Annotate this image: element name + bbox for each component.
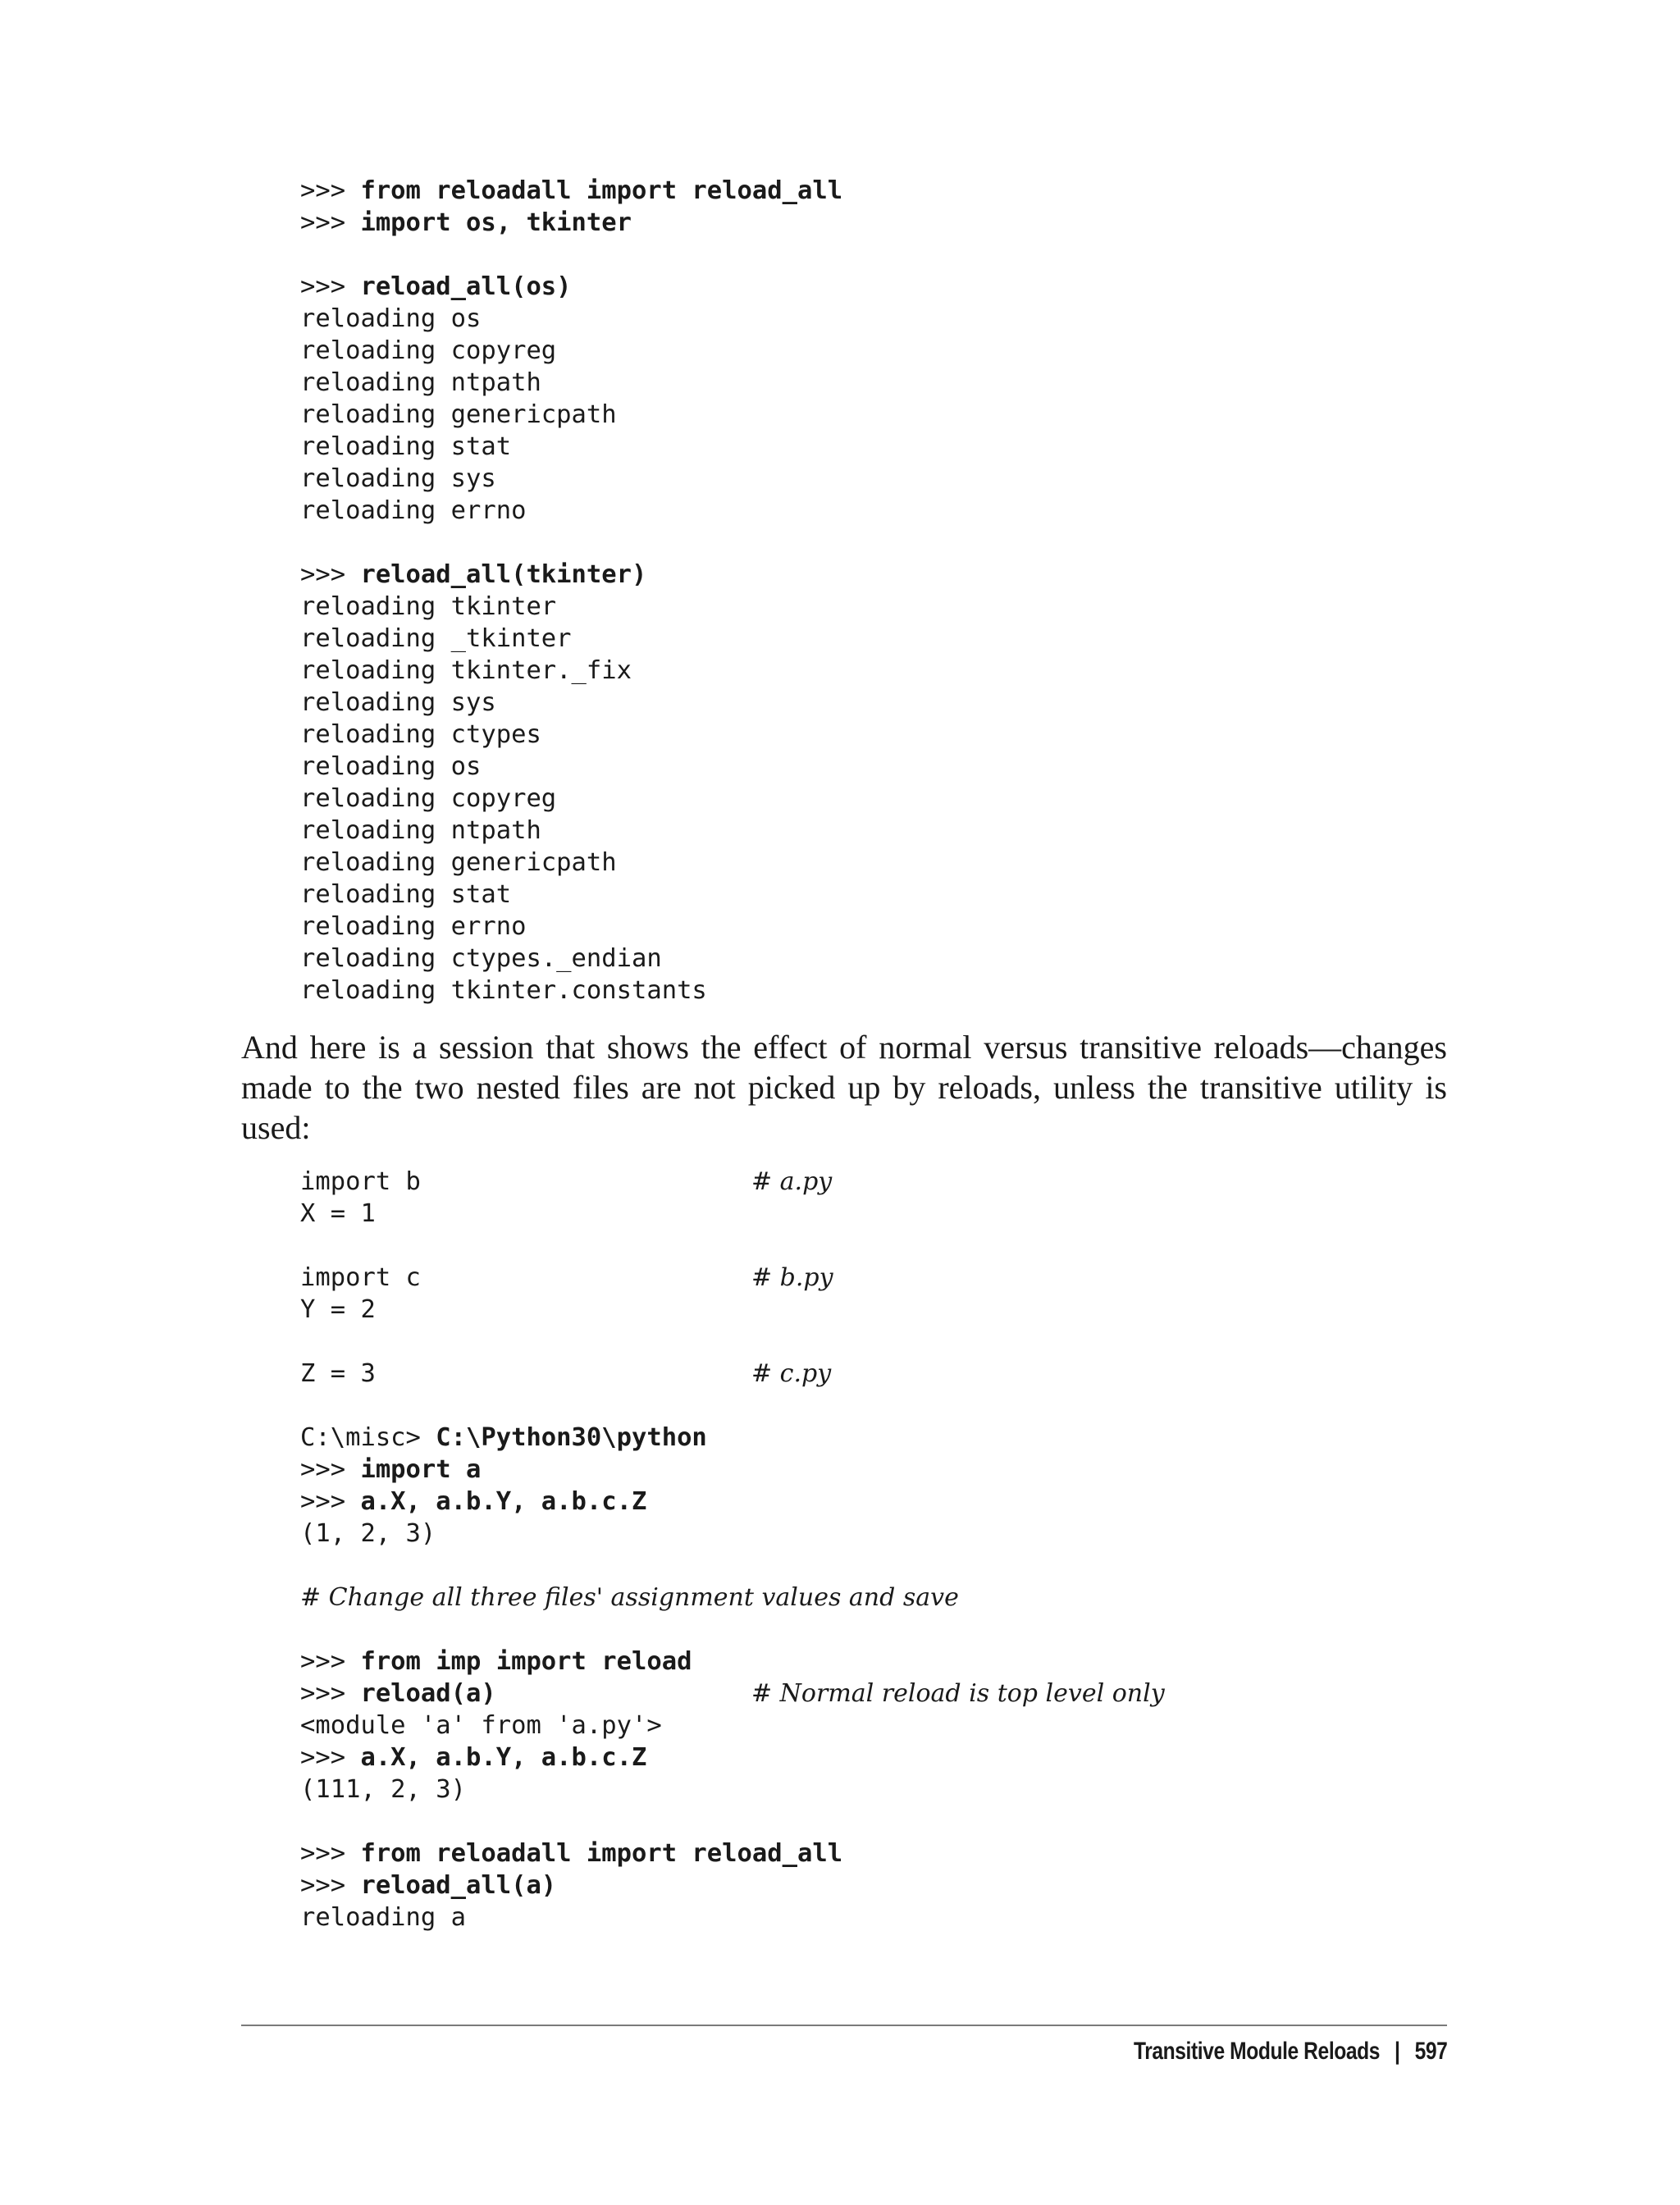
code-output: reloading a [300,1903,466,1932]
code-command: C:\Python30\python [436,1423,707,1452]
code-line [300,655,842,687]
code-prompt: >>> [300,176,361,205]
code-prompt: >>> [300,272,361,301]
code-line [300,1678,1165,1710]
blank-line [300,239,842,271]
page-footer [1134,2038,1447,2066]
code-output: reloading tkinter [300,592,557,621]
code-command: reload_all(os) [360,272,572,301]
code-line [300,399,842,431]
blank-line [300,1230,959,1262]
code-line [300,431,842,463]
code-prompt: >>> [300,1487,361,1516]
code-line [300,1358,959,1390]
code-output: import c [300,1263,421,1292]
code-output: (111, 2, 3) [300,1775,466,1804]
code-output: reloading sys [300,464,496,493]
code-line [300,367,842,399]
code-output: reloading tkinter._fix [300,656,632,685]
code-line [300,879,842,911]
code-output: reloading os [300,304,482,333]
code-prompt: >>> [300,208,361,237]
code-command: a.X, a.b.Y, a.b.c.Z [360,1743,647,1772]
code-comment: # Normal reload is top level only [751,1679,1165,1708]
blank-line [300,1326,959,1358]
code-line [300,751,842,783]
code-output: reloading stat [300,880,512,909]
code-prompt: >>> [300,1871,361,1900]
code-output: Y = 2 [300,1295,376,1324]
code-output: reloading os [300,752,482,781]
code-line [300,495,842,527]
code-comment: # Change all three files' assignment values and save [300,1583,959,1612]
footer-separator: | [1394,2038,1400,2065]
code-command: reload_all(a) [360,1871,557,1900]
blank-line [300,1550,959,1582]
code-output: reloading sys [300,688,496,717]
code-line [300,1742,959,1774]
code-line [300,847,842,879]
code-line [300,1710,959,1742]
code-output: reloading ntpath [300,816,541,845]
footer-rule [241,2025,1447,2026]
code-line [300,1486,959,1518]
blank-line [300,527,842,559]
body-paragraph: And here is a session that shows the effect of normal versus transitive reloads—changes made to the two nested files are not picked up by reloads, unless the transitive utility is used: [241,1029,1447,1146]
code-line [300,559,842,591]
code-output: X = 1 [300,1199,376,1228]
code-line [300,1774,959,1806]
code-prefix: C:\misc> [300,1423,436,1452]
code-line [300,1838,959,1869]
code-command: reload(a) [360,1679,496,1708]
code-comment: # c.py [751,1359,832,1388]
code-comment: # a.py [751,1167,833,1196]
code-line [300,1646,959,1678]
code-line [300,687,842,719]
code-line [300,335,842,367]
code-output: reloading genericpath [300,400,617,429]
code-command: reload_all(tkinter) [360,560,647,589]
code-line [300,815,842,847]
code-line [300,975,842,1007]
code-block-reload-os-tkinter [300,175,842,1007]
code-command: import os, tkinter [360,208,632,237]
code-block-session [300,1166,1165,1933]
code-output: reloading copyreg [300,336,557,365]
code-output: reloading ntpath [300,368,541,397]
code-output: reloading errno [300,912,527,941]
code-output: reloading stat [300,432,512,461]
code-prompt: >>> [300,1647,361,1676]
code-line [300,719,842,751]
code-prompt: >>> [300,560,361,589]
code-line [300,207,842,239]
code-line [300,943,842,975]
code-output: (1, 2, 3) [300,1519,436,1548]
code-line [300,1869,959,1901]
code-line [300,1518,959,1550]
code-line [300,1294,959,1326]
page-number: 597 [1414,2038,1447,2065]
code-line [300,1901,959,1933]
code-line [300,1422,959,1454]
code-line [300,463,842,495]
code-line [300,1582,959,1614]
code-line [300,591,842,623]
code-output: reloading tkinter.constants [300,976,707,1005]
code-output: reloading ctypes._endian [300,944,662,973]
code-command: a.X, a.b.Y, a.b.c.Z [360,1487,647,1516]
code-line [300,271,842,303]
code-output: reloading copyreg [300,784,557,813]
code-output: import b [300,1167,421,1196]
code-output: reloading errno [300,496,527,525]
code-command: from reloadall import reload_all [360,1839,843,1868]
code-line [300,623,842,655]
code-output: <module 'a' from 'a.py'> [300,1711,662,1740]
code-line [300,1198,959,1230]
code-line [300,303,842,335]
code-command: import a [360,1455,482,1484]
blank-line [300,1806,959,1838]
code-line [300,783,842,815]
code-line [300,911,842,943]
code-line [300,175,842,207]
code-prompt: >>> [300,1839,361,1868]
footer-section-title: Transitive Module Reloads [1133,2038,1380,2065]
code-line [300,1262,959,1294]
code-command: from reloadall import reload_all [360,176,843,205]
code-prompt: >>> [300,1743,361,1772]
blank-line [300,1614,959,1646]
code-prompt: >>> [300,1679,361,1708]
code-output: reloading _tkinter [300,624,572,653]
code-command: from imp import reload [360,1647,692,1676]
code-comment: # b.py [751,1263,833,1292]
code-output: Z = 3 [300,1359,376,1388]
code-prompt: >>> [300,1455,361,1484]
code-line [300,1166,959,1198]
code-line [300,1454,959,1486]
code-output: reloading genericpath [300,848,617,877]
blank-line [300,1390,959,1422]
code-output: reloading ctypes [300,720,541,749]
